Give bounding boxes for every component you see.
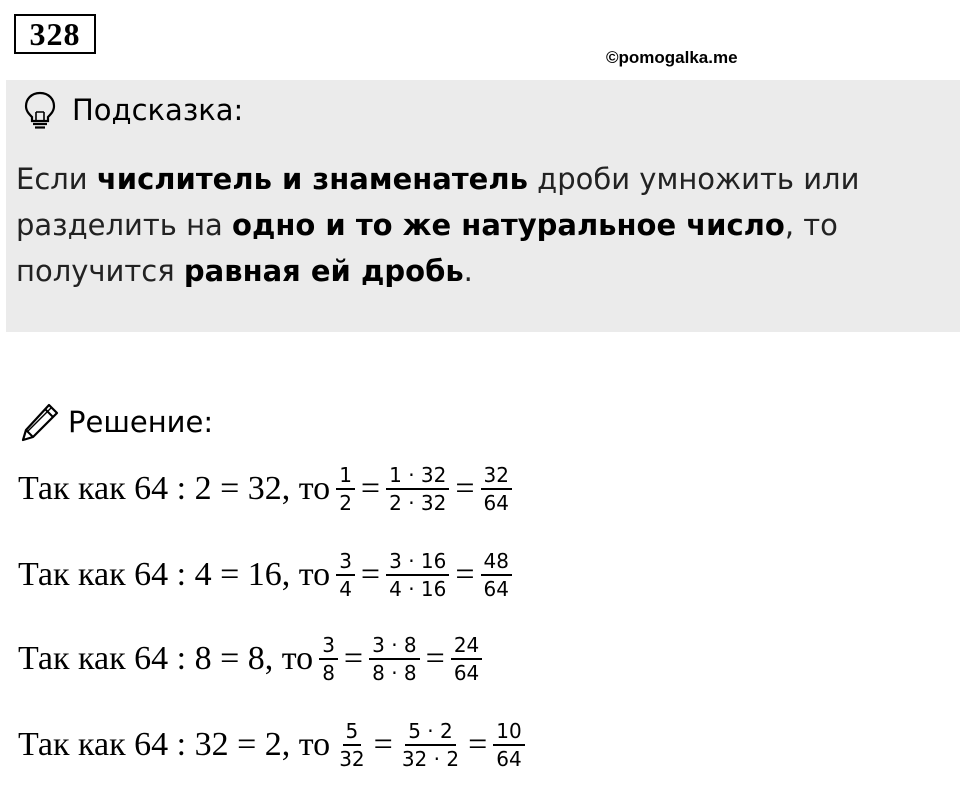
numerator: 32 <box>481 462 512 490</box>
numerator: 3 · 8 <box>369 632 420 660</box>
hint-text-bold: числитель и знаменатель <box>96 162 528 196</box>
denominator: 64 <box>483 577 509 601</box>
hint-text-plain: Если <box>16 162 97 196</box>
fraction-result <box>451 632 482 686</box>
hint-box <box>6 80 960 332</box>
solution-row <box>18 462 516 516</box>
watermark: ©pomogalka.me <box>606 48 738 67</box>
equals-sign: = <box>343 640 364 677</box>
equals-sign: = <box>455 470 475 507</box>
equals-sign: = <box>425 640 445 677</box>
denominator: 8 · 8 <box>372 661 417 685</box>
hint-text-bold: равная ей дробь <box>183 254 464 288</box>
hint-text-plain: дроби умножить или разделить на <box>16 162 860 242</box>
solution-row <box>18 548 516 602</box>
denominator: 64 <box>453 661 480 685</box>
hint-header <box>20 90 243 130</box>
hint-text-plain: . <box>463 254 473 288</box>
numerator: 3 <box>336 548 355 576</box>
denominator: 64 <box>483 491 509 515</box>
pencil-icon <box>18 400 62 444</box>
row-lead-text: Так как 64 : 8 = 8, то <box>18 640 314 677</box>
hint-text <box>16 156 956 294</box>
denominator: 8 <box>322 661 335 685</box>
denominator: 4 <box>339 577 352 601</box>
solution-row <box>18 632 486 686</box>
fraction-expanded <box>399 718 462 772</box>
row-lead-text: Так как 64 : 2 = 32, то <box>18 470 331 507</box>
denominator: 32 · 2 <box>401 747 460 771</box>
fraction-original <box>336 462 355 516</box>
hint-title: Подсказка: <box>72 93 244 127</box>
fraction-expanded <box>386 462 449 516</box>
solution-header <box>18 400 213 444</box>
equals-sign: = <box>373 726 393 763</box>
numerator: 5 · 2 <box>405 718 456 746</box>
fraction-original <box>319 632 338 686</box>
equals-sign: = <box>360 470 381 507</box>
solution-row <box>18 718 529 772</box>
numerator: 1 · 32 <box>386 462 449 490</box>
fraction-original <box>336 718 367 772</box>
equals-sign: = <box>360 556 381 593</box>
denominator: 64 <box>496 747 522 771</box>
lightbulb-icon <box>20 90 60 130</box>
task-number: 328 <box>14 14 96 54</box>
fraction-result <box>481 548 512 602</box>
numerator: 24 <box>451 632 482 660</box>
solution-title: Решение: <box>68 405 214 439</box>
numerator: 48 <box>481 548 512 576</box>
fraction-result <box>493 718 524 772</box>
row-lead-text: Так как 64 : 32 = 2, то <box>18 726 331 763</box>
equals-sign: = <box>455 556 475 593</box>
denominator: 2 · 32 <box>389 491 447 515</box>
hint-text-bold: одно и то же натуральное число <box>232 208 785 242</box>
denominator: 32 <box>339 747 365 771</box>
fraction-expanded <box>386 548 449 602</box>
numerator: 3 <box>319 632 338 660</box>
numerator: 1 <box>336 462 355 490</box>
numerator: 10 <box>493 718 524 746</box>
denominator: 4 · 16 <box>389 577 447 601</box>
fraction-expanded <box>369 632 420 686</box>
hint-text-plain: , то получится <box>16 208 838 288</box>
equals-sign: = <box>468 726 488 763</box>
numerator: 5 <box>343 718 362 746</box>
numerator: 3 · 16 <box>386 548 449 576</box>
row-lead-text: Так как 64 : 4 = 16, то <box>18 556 331 593</box>
fraction-result <box>481 462 512 516</box>
denominator: 2 <box>339 491 352 515</box>
fraction-original <box>336 548 355 602</box>
